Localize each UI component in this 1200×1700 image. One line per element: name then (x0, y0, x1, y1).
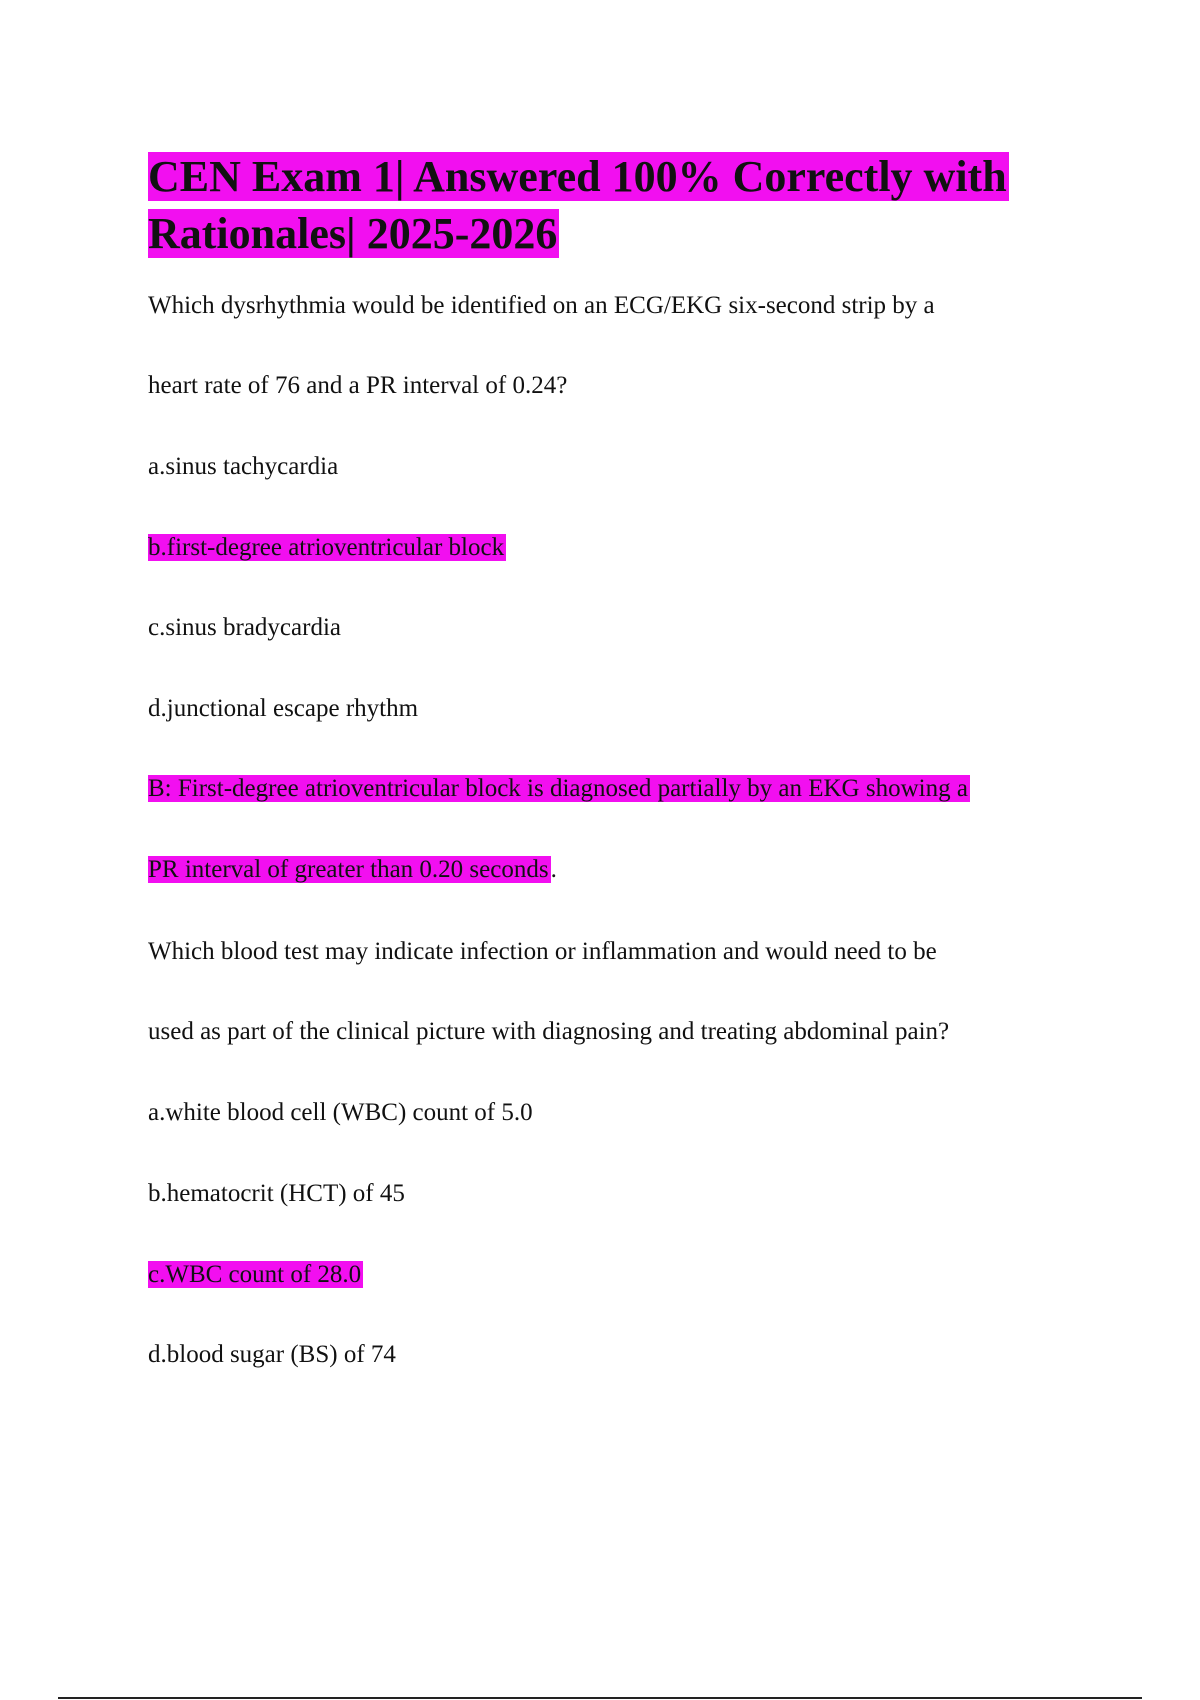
question-1-stem-line-2: heart rate of 76 and a PR interval of 0.24? (148, 372, 568, 399)
correct-answer-highlight: c.WBC count of 28.0 (148, 1261, 362, 1288)
rationale-highlight: PR interval of greater than 0.20 seconds (148, 856, 549, 883)
question-2-stem-line-2: used as part of the clinical picture with diagnosing and treating abdominal pain? (148, 1018, 950, 1045)
correct-answer-highlight: b.first-degree atrioventricular block (148, 534, 505, 561)
question-2-option-b: b.hematocrit (HCT) of 45 (148, 1180, 405, 1207)
rationale-highlight: B: First-degree atrioventricular block is diagnosed partially by an EKG showing a (148, 775, 968, 802)
footer-rule (58, 1697, 1142, 1699)
rationale-period: . (550, 856, 557, 883)
document-title (148, 148, 1048, 262)
question-2-option-a: a.white blood cell (WBC) count of 5.0 (148, 1099, 533, 1126)
question-1-rationale-line-1 (148, 773, 970, 805)
title-highlight: CEN Exam 1| Answered 100% Correctly with Rationales| 2025-2026 (148, 152, 1007, 258)
question-1-option-d: d.junctional escape rhythm (148, 695, 419, 722)
question-1-stem-line-1: Which dysrhythmia would be identified on an ECG/EKG six-second strip by a (148, 292, 935, 319)
question-2-option-d: d.blood sugar (BS) of 74 (148, 1341, 396, 1368)
question-2-option-c (148, 1259, 363, 1291)
question-1-option-b (148, 532, 506, 564)
question-1-rationale-line-2 (148, 854, 557, 886)
question-1-option-c: c.sinus bradycardia (148, 614, 341, 641)
question-2-stem-line-1: Which blood test may indicate infection or inflammation and would need to be (148, 938, 937, 965)
question-1-option-a: a.sinus tachycardia (148, 453, 339, 480)
